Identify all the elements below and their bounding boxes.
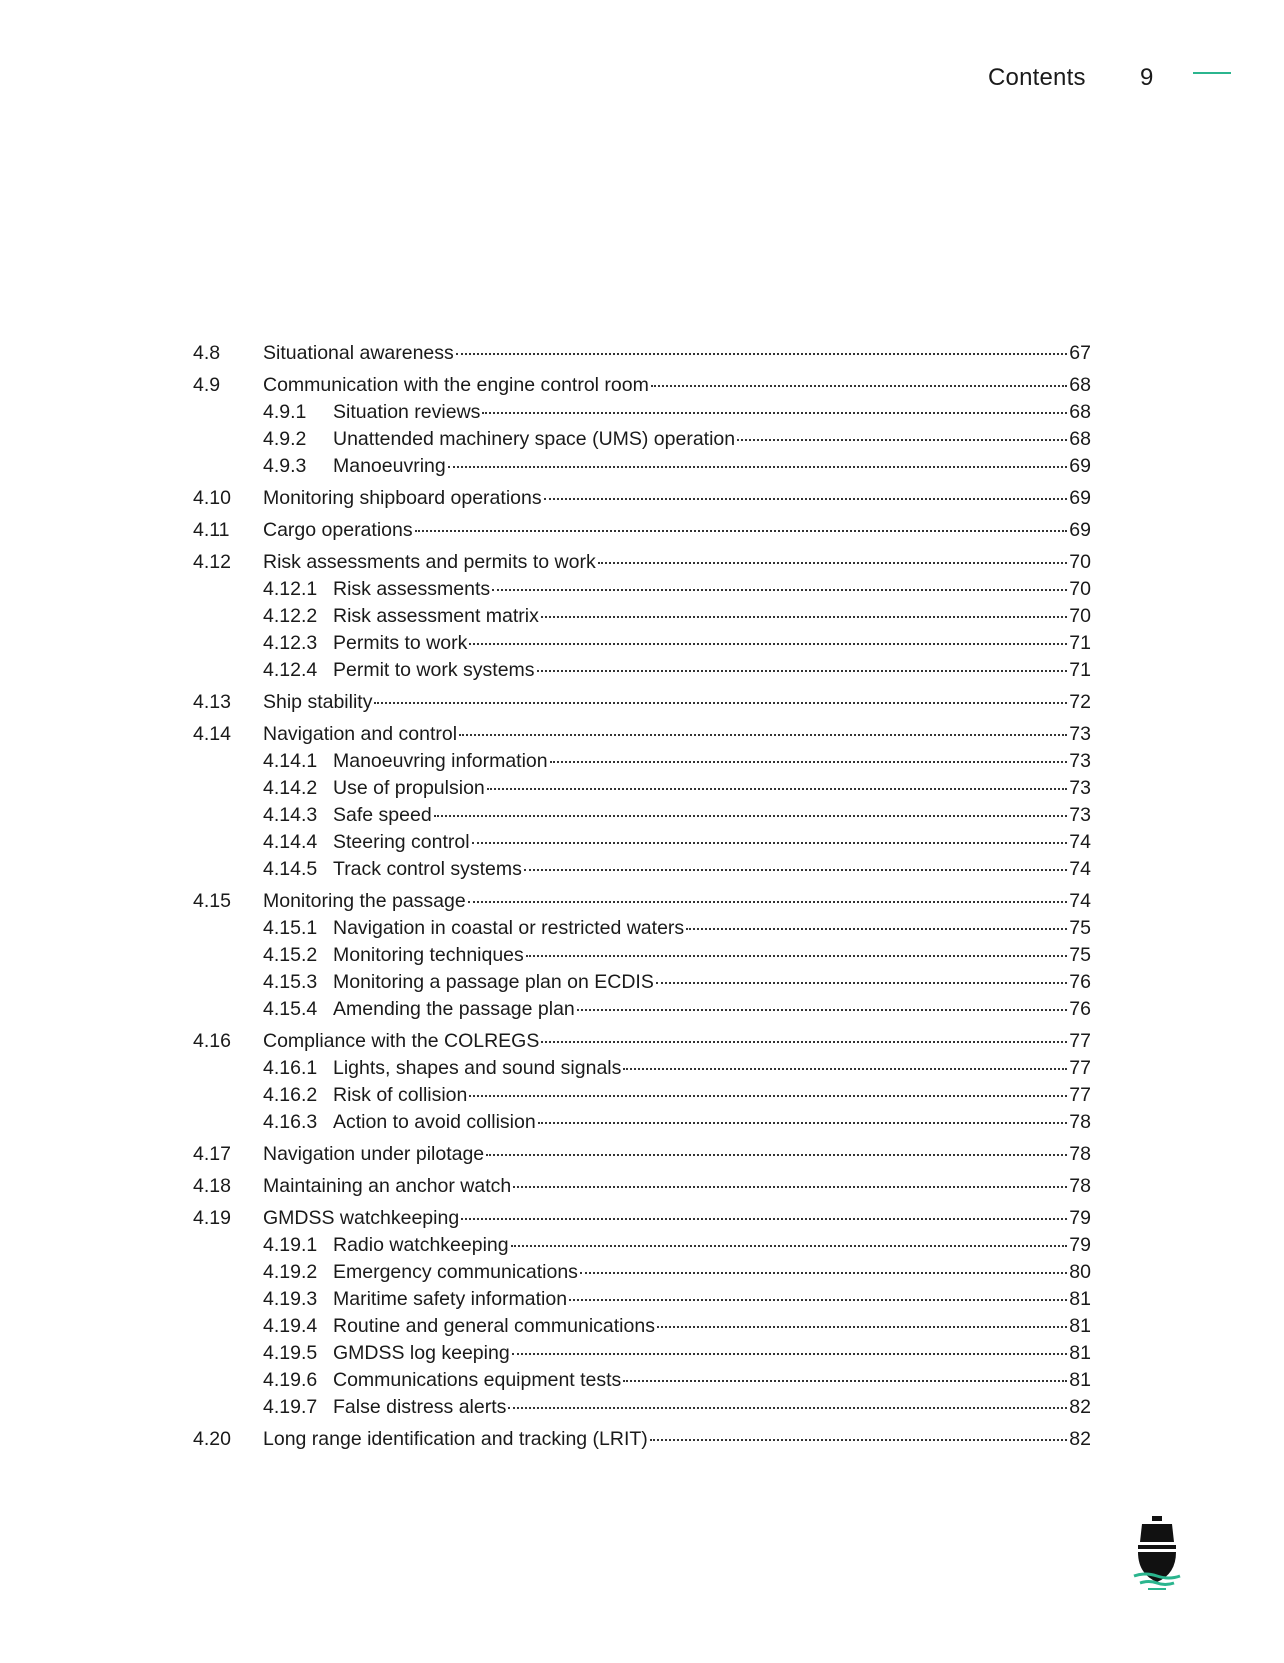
toc-entry-page[interactable]: 81	[1069, 1288, 1091, 1310]
toc-entry-page[interactable]: 73	[1069, 804, 1091, 826]
toc-entry-title[interactable]: Risk of collision	[333, 1084, 468, 1106]
toc-entry-page[interactable]: 74	[1069, 890, 1091, 912]
running-header-title: Contents	[988, 64, 1086, 91]
toc-entry-title[interactable]: Amending the passage plan	[333, 998, 575, 1020]
toc-entry-page[interactable]: 77	[1069, 1030, 1091, 1052]
toc-entry-page[interactable]: 79	[1069, 1207, 1091, 1229]
toc-entry-page[interactable]: 82	[1069, 1396, 1091, 1418]
toc-entry-number: 4.9.2	[263, 428, 307, 450]
toc-entry-title[interactable]: Routine and general communications	[333, 1315, 655, 1337]
toc-entry[interactable]	[193, 775, 1091, 802]
dot-leader	[537, 670, 1067, 672]
toc-entry-number: 4.20	[193, 1428, 231, 1450]
toc-entry-number: 4.18	[193, 1175, 231, 1197]
toc-entry-number: 4.14.5	[263, 858, 318, 880]
toc-entry-number: 4.19.7	[263, 1396, 318, 1418]
toc-entry[interactable]	[193, 372, 1091, 399]
toc-entry-number: 4.12.3	[263, 632, 318, 654]
toc-entry-number: 4.16.2	[263, 1084, 318, 1106]
dot-leader	[541, 1041, 1067, 1043]
toc-entry-number: 4.8	[193, 342, 221, 364]
toc-entry-number: 4.19.2	[263, 1261, 318, 1283]
toc-entry-page[interactable]: 76	[1069, 998, 1091, 1020]
toc-entry[interactable]	[193, 517, 1091, 544]
toc-entry[interactable]	[193, 426, 1091, 453]
toc-entry-title[interactable]: Risk assessment matrix	[333, 605, 539, 627]
toc-entry-number: 4.14.4	[263, 831, 318, 853]
dot-leader	[468, 901, 1067, 903]
toc-entry-number: 4.19.4	[263, 1315, 318, 1337]
toc-entry[interactable]	[193, 1426, 1091, 1453]
page-number: 9	[1140, 64, 1154, 91]
toc-entry[interactable]	[193, 829, 1091, 856]
toc-entry-number: 4.12.1	[263, 578, 318, 600]
toc-entry-page[interactable]: 73	[1069, 723, 1091, 745]
toc-entry-title[interactable]: Track control systems	[333, 858, 522, 880]
toc-entry-title[interactable]: Cargo operations	[263, 519, 413, 541]
toc-entry-title[interactable]: Unattended machinery space (UMS) operation	[333, 428, 736, 450]
dot-leader	[487, 788, 1067, 790]
dot-leader	[623, 1068, 1067, 1070]
toc-entry[interactable]	[193, 603, 1091, 630]
dot-leader	[526, 955, 1067, 957]
toc-entry-page[interactable]: 77	[1069, 1057, 1091, 1079]
toc-entry[interactable]	[193, 1232, 1091, 1259]
toc-entry-title[interactable]: GMDSS watchkeeping	[263, 1207, 460, 1229]
toc-entry[interactable]	[193, 1286, 1091, 1313]
dot-leader	[434, 815, 1067, 817]
toc-entry-page[interactable]: 68	[1069, 428, 1091, 450]
toc-entry-number: 4.15	[193, 890, 231, 912]
toc-entry-number: 4.19.3	[263, 1288, 318, 1310]
toc-entry-number: 4.15.1	[263, 917, 318, 939]
dot-leader	[580, 1272, 1067, 1274]
dot-leader	[569, 1299, 1067, 1301]
toc-entry-page[interactable]: 69	[1069, 487, 1091, 509]
toc-entry-page[interactable]: 74	[1069, 858, 1091, 880]
toc-entry-number: 4.14.2	[263, 777, 318, 799]
toc-entry[interactable]	[193, 1394, 1091, 1421]
toc-entry-page[interactable]: 71	[1069, 632, 1091, 654]
dot-leader	[486, 1154, 1067, 1156]
toc-entry-title[interactable]: Monitoring the passage	[263, 890, 466, 912]
toc-entry[interactable]	[193, 802, 1091, 829]
toc-entry-number: 4.17	[193, 1143, 231, 1165]
dot-leader	[650, 1439, 1067, 1441]
dot-leader	[448, 466, 1067, 468]
dot-leader	[461, 1218, 1067, 1220]
toc-entry-number: 4.9	[193, 374, 221, 396]
toc-entry[interactable]	[193, 969, 1091, 996]
accent-rule	[1193, 72, 1231, 74]
dot-leader	[541, 616, 1067, 618]
toc-entry-page[interactable]: 81	[1069, 1369, 1091, 1391]
dot-leader	[686, 928, 1067, 930]
toc-entry[interactable]	[193, 657, 1091, 684]
toc-entry[interactable]	[193, 1082, 1091, 1109]
toc-entry-title[interactable]: Manoeuvring information	[333, 750, 548, 772]
toc-entry-number: 4.19	[193, 1207, 231, 1229]
dot-leader	[415, 530, 1067, 532]
toc-entry-number: 4.19.1	[263, 1234, 318, 1256]
toc-entry[interactable]	[193, 1173, 1091, 1200]
toc-entry-number: 4.19.6	[263, 1369, 318, 1391]
toc-entry-title[interactable]: Maintaining an anchor watch	[263, 1175, 512, 1197]
toc-entry-title[interactable]: Compliance with the COLREGS	[263, 1030, 540, 1052]
toc-entry[interactable]	[193, 549, 1091, 576]
toc-entry-page[interactable]: 68	[1069, 401, 1091, 423]
toc-entry-title[interactable]: Safe speed	[333, 804, 432, 826]
toc-entry-page[interactable]: 67	[1069, 342, 1091, 364]
toc-entry-title[interactable]: Communication with the engine control room	[263, 374, 649, 396]
toc-entry-number: 4.15.3	[263, 971, 318, 993]
dot-leader	[737, 439, 1067, 441]
toc-entry-title[interactable]: Use of propulsion	[333, 777, 485, 799]
toc-entry-number: 4.14.3	[263, 804, 318, 826]
dot-leader	[524, 869, 1067, 871]
toc-entry-page[interactable]: 81	[1069, 1342, 1091, 1364]
toc-entry[interactable]	[193, 485, 1091, 512]
toc-entry[interactable]	[193, 1259, 1091, 1286]
toc-entry-number: 4.12.2	[263, 605, 318, 627]
toc-entry-number: 4.12	[193, 551, 231, 573]
toc-entry-number: 4.9.1	[263, 401, 307, 423]
toc-entry-page[interactable]: 73	[1069, 777, 1091, 799]
dot-leader	[598, 562, 1067, 564]
toc-entry[interactable]	[193, 453, 1091, 480]
toc-entry-title[interactable]: Maritime safety information	[333, 1288, 568, 1310]
dot-leader	[623, 1380, 1067, 1382]
toc-entry-page[interactable]: 70	[1069, 578, 1091, 600]
toc-entry-title[interactable]: Emergency communications	[333, 1261, 578, 1283]
toc-entry[interactable]	[193, 942, 1091, 969]
toc-entry-title[interactable]: Monitoring a passage plan on ECDIS	[333, 971, 654, 993]
toc-entry[interactable]	[193, 1205, 1091, 1232]
toc-entry-page[interactable]: 81	[1069, 1315, 1091, 1337]
toc-entry-title[interactable]: Navigation and control	[263, 723, 458, 745]
toc-entry-title[interactable]: Communications equipment tests	[333, 1369, 622, 1391]
toc-entry-page[interactable]: 80	[1069, 1261, 1091, 1283]
toc-entry-title[interactable]: Navigation in coastal or restricted waters	[333, 917, 685, 939]
dot-leader	[656, 982, 1067, 984]
toc-entry-title[interactable]: Lights, shapes and sound signals	[333, 1057, 622, 1079]
toc-entry-page[interactable]: 72	[1069, 691, 1091, 713]
toc-entry-number: 4.15.4	[263, 998, 318, 1020]
toc-entry-title[interactable]: False distress alerts	[333, 1396, 507, 1418]
dot-leader	[513, 1186, 1067, 1188]
toc-entry-title[interactable]: GMDSS log keeping	[333, 1342, 510, 1364]
dot-leader	[469, 1095, 1067, 1097]
toc-entry-page[interactable]: 79	[1069, 1234, 1091, 1256]
toc-entry-number: 4.9.3	[263, 455, 307, 477]
toc-entry-title[interactable]: Ship stability	[263, 691, 373, 713]
toc-entry-title[interactable]: Radio watchkeeping	[333, 1234, 509, 1256]
dot-leader	[482, 412, 1067, 414]
toc-entry[interactable]	[193, 576, 1091, 603]
toc-entry-page[interactable]: 76	[1069, 971, 1091, 993]
toc-entry-title[interactable]: Manoeuvring	[333, 455, 446, 477]
toc-entry[interactable]	[193, 1141, 1091, 1168]
toc-entry-page[interactable]: 70	[1069, 551, 1091, 573]
toc-entry[interactable]	[193, 689, 1091, 716]
table-of-contents	[193, 340, 1091, 1453]
toc-entry[interactable]	[193, 915, 1091, 942]
dot-leader	[469, 643, 1067, 645]
dot-leader	[492, 589, 1067, 591]
dot-leader	[657, 1326, 1067, 1328]
toc-entry-page[interactable]: 71	[1069, 659, 1091, 681]
toc-entry[interactable]	[193, 630, 1091, 657]
toc-entry[interactable]	[193, 1109, 1091, 1136]
toc-entry-title[interactable]: Navigation under pilotage	[263, 1143, 485, 1165]
toc-entry[interactable]	[193, 399, 1091, 426]
toc-entry-number: 4.11	[193, 519, 230, 541]
toc-entry-page[interactable]: 78	[1069, 1111, 1091, 1133]
dot-leader	[374, 702, 1067, 704]
toc-entry-page[interactable]: 77	[1069, 1084, 1091, 1106]
dot-leader	[550, 761, 1067, 763]
toc-entry-page[interactable]: 74	[1069, 831, 1091, 853]
toc-entry-page[interactable]: 69	[1069, 519, 1091, 541]
toc-entry-page[interactable]: 70	[1069, 605, 1091, 627]
toc-entry-number: 4.12.4	[263, 659, 318, 681]
toc-entry[interactable]	[193, 748, 1091, 775]
dot-leader	[577, 1009, 1067, 1011]
dot-leader	[544, 498, 1067, 500]
toc-entry-title[interactable]: Permit to work systems	[333, 659, 535, 681]
toc-entry-title[interactable]: Action to avoid collision	[333, 1111, 536, 1133]
dot-leader	[538, 1122, 1067, 1124]
toc-entry-title[interactable]: Steering control	[333, 831, 470, 853]
toc-entry-number: 4.10	[193, 487, 231, 509]
toc-entry-number: 4.16	[193, 1030, 231, 1052]
toc-entry-title[interactable]: Situational awareness	[263, 342, 454, 364]
toc-entry[interactable]	[193, 340, 1091, 367]
dot-leader	[651, 385, 1067, 387]
toc-entry-title[interactable]: Situation reviews	[333, 401, 481, 423]
toc-entry-number: 4.16.3	[263, 1111, 318, 1133]
toc-entry-page[interactable]: 78	[1069, 1175, 1091, 1197]
toc-entry-page[interactable]: 75	[1069, 917, 1091, 939]
toc-entry-number: 4.15.2	[263, 944, 318, 966]
toc-entry[interactable]	[193, 996, 1091, 1023]
toc-entry-page[interactable]: 68	[1069, 374, 1091, 396]
toc-entry-title[interactable]: Risk assessments	[333, 578, 491, 600]
toc-entry[interactable]	[193, 721, 1091, 748]
dot-leader	[456, 353, 1067, 355]
toc-entry-title[interactable]: Risk assessments and permits to work	[263, 551, 596, 573]
toc-entry[interactable]	[193, 888, 1091, 915]
dot-leader	[459, 734, 1067, 736]
toc-entry-title[interactable]: Monitoring techniques	[333, 944, 524, 966]
ship-icon	[1132, 1512, 1182, 1592]
toc-entry[interactable]	[193, 1313, 1091, 1340]
toc-entry-page[interactable]: 75	[1069, 944, 1091, 966]
toc-entry-number: 4.19.5	[263, 1342, 318, 1364]
toc-entry-page[interactable]: 82	[1069, 1428, 1091, 1450]
dot-leader	[511, 1245, 1067, 1247]
dot-leader	[508, 1407, 1067, 1409]
toc-entry-number: 4.14	[193, 723, 231, 745]
toc-entry[interactable]	[193, 856, 1091, 883]
toc-entry-title[interactable]: Monitoring shipboard operations	[263, 487, 542, 509]
toc-entry-page[interactable]: 78	[1069, 1143, 1091, 1165]
toc-entry[interactable]	[193, 1055, 1091, 1082]
toc-entry-number: 4.16.1	[263, 1057, 318, 1079]
dot-leader	[472, 842, 1067, 844]
toc-entry-number: 4.14.1	[263, 750, 318, 772]
toc-entry-page[interactable]: 69	[1069, 455, 1091, 477]
toc-entry[interactable]	[193, 1028, 1091, 1055]
toc-entry-page[interactable]: 73	[1069, 750, 1091, 772]
dot-leader	[512, 1353, 1067, 1355]
toc-entry[interactable]	[193, 1340, 1091, 1367]
toc-entry-title[interactable]: Long range identification and tracking (LRIT)	[263, 1428, 648, 1450]
toc-entry[interactable]	[193, 1367, 1091, 1394]
toc-entry-number: 4.13	[193, 691, 231, 713]
toc-entry-title[interactable]: Permits to work	[333, 632, 468, 654]
